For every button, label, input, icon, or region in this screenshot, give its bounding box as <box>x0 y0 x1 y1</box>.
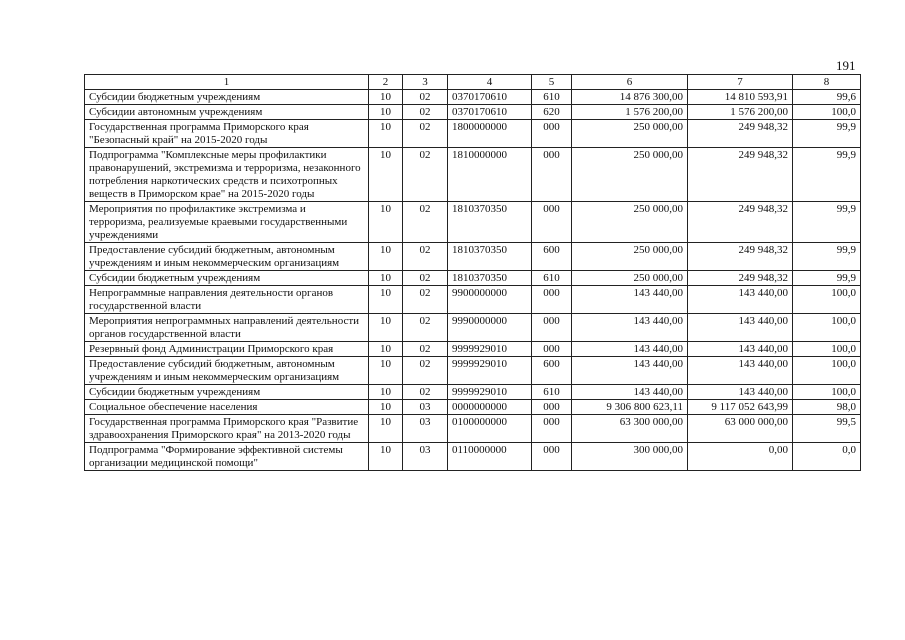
expense-type-code: 620 <box>532 105 572 120</box>
subsection-code: 02 <box>403 271 448 286</box>
expense-type-code: 000 <box>532 120 572 148</box>
subsection-code: 02 <box>403 105 448 120</box>
planned-amount: 250 000,00 <box>572 202 688 243</box>
planned-amount: 143 440,00 <box>572 385 688 400</box>
execution-percent: 100,0 <box>793 357 861 385</box>
table-row <box>85 443 861 471</box>
row-name: Государственная программа Приморского края "Безопасный край" на 2015-2020 годы <box>85 120 369 148</box>
actual-amount: 249 948,32 <box>688 271 793 286</box>
table-row <box>85 415 861 443</box>
section-code: 10 <box>369 415 403 443</box>
planned-amount: 9 306 800 623,11 <box>572 400 688 415</box>
column-header: 4 <box>448 75 532 90</box>
target-article-code: 9999929010 <box>448 385 532 400</box>
actual-amount: 143 440,00 <box>688 357 793 385</box>
subsection-code: 02 <box>403 385 448 400</box>
execution-percent: 100,0 <box>793 105 861 120</box>
planned-amount: 1 576 200,00 <box>572 105 688 120</box>
expense-type-code: 600 <box>532 243 572 271</box>
section-code: 10 <box>369 357 403 385</box>
table-row <box>85 148 861 202</box>
expense-type-code: 000 <box>532 314 572 342</box>
row-name: Мероприятия непрограммных направлений деятельности органов государственной власти <box>85 314 369 342</box>
row-name: Субсидии бюджетным учреждениям <box>85 385 369 400</box>
actual-amount: 63 000 000,00 <box>688 415 793 443</box>
execution-percent: 99,9 <box>793 271 861 286</box>
planned-amount: 250 000,00 <box>572 243 688 271</box>
row-name: Подпрограмма "Формирование эффективной системы организации медицинской помощи" <box>85 443 369 471</box>
actual-amount: 1 576 200,00 <box>688 105 793 120</box>
section-code: 10 <box>369 385 403 400</box>
planned-amount: 143 440,00 <box>572 357 688 385</box>
actual-amount: 143 440,00 <box>688 342 793 357</box>
expense-type-code: 610 <box>532 90 572 105</box>
section-code: 10 <box>369 202 403 243</box>
section-code: 10 <box>369 314 403 342</box>
row-name: Субсидии автономным учреждениям <box>85 105 369 120</box>
execution-percent: 100,0 <box>793 314 861 342</box>
row-name: Субсидии бюджетным учреждениям <box>85 90 369 105</box>
planned-amount: 300 000,00 <box>572 443 688 471</box>
column-header: 5 <box>532 75 572 90</box>
actual-amount: 143 440,00 <box>688 286 793 314</box>
section-code: 10 <box>369 443 403 471</box>
execution-percent: 99,9 <box>793 202 861 243</box>
target-article-code: 0370170610 <box>448 105 532 120</box>
section-code: 10 <box>369 148 403 202</box>
execution-percent: 99,5 <box>793 415 861 443</box>
actual-amount: 249 948,32 <box>688 202 793 243</box>
actual-amount: 14 810 593,91 <box>688 90 793 105</box>
execution-percent: 0,0 <box>793 443 861 471</box>
target-article-code: 0370170610 <box>448 90 532 105</box>
subsection-code: 02 <box>403 314 448 342</box>
table-header-row <box>85 75 861 90</box>
planned-amount: 143 440,00 <box>572 286 688 314</box>
row-name: Предоставление субсидий бюджетным, автономным учреждениям и иным некоммерческим организациям <box>85 357 369 385</box>
execution-percent: 99,9 <box>793 120 861 148</box>
row-name: Мероприятия по профилактике экстремизма и терроризма, реализуемые краевыми государственными учреждениями <box>85 202 369 243</box>
table-row <box>85 400 861 415</box>
subsection-code: 02 <box>403 243 448 271</box>
table-row <box>85 271 861 286</box>
target-article-code: 9990000000 <box>448 314 532 342</box>
execution-percent: 99,6 <box>793 90 861 105</box>
expense-type-code: 000 <box>532 202 572 243</box>
table-row <box>85 286 861 314</box>
row-name: Государственная программа Приморского края "Развитие здравоохранения Приморского края" на 2013-2020 годы <box>85 415 369 443</box>
target-article-code: 0110000000 <box>448 443 532 471</box>
subsection-code: 02 <box>403 148 448 202</box>
row-name: Предоставление субсидий бюджетным, автономным учреждениям и иным некоммерческим организациям <box>85 243 369 271</box>
table-row <box>85 385 861 400</box>
target-article-code: 9999929010 <box>448 342 532 357</box>
row-name: Резервный фонд Администрации Приморского края <box>85 342 369 357</box>
row-name: Субсидии бюджетным учреждениям <box>85 271 369 286</box>
section-code: 10 <box>369 120 403 148</box>
expense-type-code: 610 <box>532 271 572 286</box>
section-code: 10 <box>369 286 403 314</box>
table-row <box>85 90 861 105</box>
row-name: Непрограммные направления деятельности органов государственной власти <box>85 286 369 314</box>
target-article-code: 1810370350 <box>448 202 532 243</box>
execution-percent: 100,0 <box>793 286 861 314</box>
execution-percent: 100,0 <box>793 342 861 357</box>
column-header: 8 <box>793 75 861 90</box>
execution-percent: 99,9 <box>793 148 861 202</box>
planned-amount: 14 876 300,00 <box>572 90 688 105</box>
subsection-code: 03 <box>403 400 448 415</box>
table-row <box>85 314 861 342</box>
target-article-code: 1810370350 <box>448 271 532 286</box>
target-article-code: 1800000000 <box>448 120 532 148</box>
row-name: Подпрограмма "Комплексные меры профилактики правонарушений, экстремизма и терроризма, незаконного потребления наркотических средств и психотропных веществ в Приморском крае" на 2015-2020 годы <box>85 148 369 202</box>
column-header: 2 <box>369 75 403 90</box>
expense-type-code: 600 <box>532 357 572 385</box>
subsection-code: 02 <box>403 120 448 148</box>
expense-type-code: 000 <box>532 443 572 471</box>
target-article-code: 0100000000 <box>448 415 532 443</box>
expense-type-code: 000 <box>532 400 572 415</box>
table-row <box>85 243 861 271</box>
subsection-code: 02 <box>403 286 448 314</box>
section-code: 10 <box>369 105 403 120</box>
section-code: 10 <box>369 400 403 415</box>
target-article-code: 1810370350 <box>448 243 532 271</box>
subsection-code: 02 <box>403 202 448 243</box>
table-row <box>85 357 861 385</box>
target-article-code: 1810000000 <box>448 148 532 202</box>
actual-amount: 143 440,00 <box>688 314 793 342</box>
row-name: Социальное обеспечение населения <box>85 400 369 415</box>
actual-amount: 143 440,00 <box>688 385 793 400</box>
actual-amount: 249 948,32 <box>688 148 793 202</box>
target-article-code: 0000000000 <box>448 400 532 415</box>
section-code: 10 <box>369 90 403 105</box>
actual-amount: 9 117 052 643,99 <box>688 400 793 415</box>
subsection-code: 02 <box>403 342 448 357</box>
subsection-code: 02 <box>403 90 448 105</box>
subsection-code: 02 <box>403 357 448 385</box>
section-code: 10 <box>369 271 403 286</box>
execution-percent: 100,0 <box>793 385 861 400</box>
table-row <box>85 342 861 357</box>
planned-amount: 250 000,00 <box>572 148 688 202</box>
actual-amount: 0,00 <box>688 443 793 471</box>
section-code: 10 <box>369 243 403 271</box>
expense-type-code: 000 <box>532 342 572 357</box>
table-row <box>85 120 861 148</box>
target-article-code: 9900000000 <box>448 286 532 314</box>
planned-amount: 63 300 000,00 <box>572 415 688 443</box>
subsection-code: 03 <box>403 443 448 471</box>
planned-amount: 143 440,00 <box>572 342 688 357</box>
expense-type-code: 000 <box>532 286 572 314</box>
actual-amount: 249 948,32 <box>688 120 793 148</box>
planned-amount: 250 000,00 <box>572 120 688 148</box>
table-body <box>85 90 861 471</box>
subsection-code: 03 <box>403 415 448 443</box>
actual-amount: 249 948,32 <box>688 243 793 271</box>
budget-table <box>84 74 861 471</box>
section-code: 10 <box>369 342 403 357</box>
page-number: 191 <box>836 58 856 73</box>
target-article-code: 9999929010 <box>448 357 532 385</box>
expense-type-code: 610 <box>532 385 572 400</box>
column-header: 1 <box>85 75 369 90</box>
table-row <box>85 202 861 243</box>
column-header: 7 <box>688 75 793 90</box>
column-header: 3 <box>403 75 448 90</box>
planned-amount: 143 440,00 <box>572 314 688 342</box>
execution-percent: 99,9 <box>793 243 861 271</box>
column-header: 6 <box>572 75 688 90</box>
expense-type-code: 000 <box>532 415 572 443</box>
expense-type-code: 000 <box>532 148 572 202</box>
table-row <box>85 105 861 120</box>
execution-percent: 98,0 <box>793 400 861 415</box>
planned-amount: 250 000,00 <box>572 271 688 286</box>
